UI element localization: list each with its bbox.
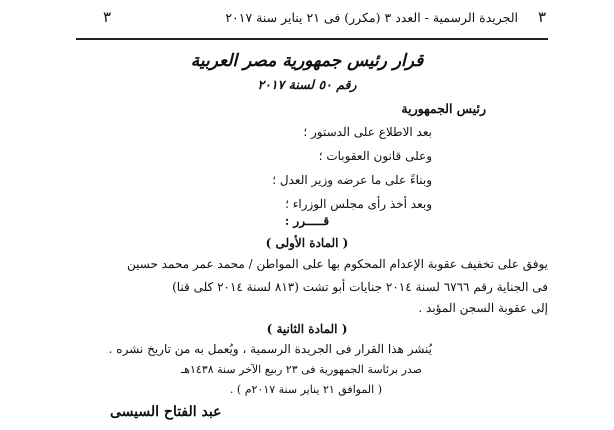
- preamble-line-1: بعد الاطلاع على الدستور ؛: [303, 125, 432, 139]
- issued-gregorian-line: ( الموافق ٢١ يناير سنة ٢٠١٧م ) .: [229, 383, 382, 396]
- preamble-line-2: وعلى قانون العقوبات ؛: [318, 149, 432, 163]
- decided-label: قـــــرر :: [284, 214, 330, 228]
- preamble-line-3: وبناءً على ما عرضه وزير العدل ؛: [272, 173, 432, 187]
- signature: عبد الفتاح السيسى: [110, 404, 222, 420]
- article-1-line-2: فى الجناية رقم ٦٧٦٦ لسنة ٢٠١٤ جنايات أبو تشت (٨١٣ لسنة ٢٠١٤ كلى قنا): [172, 280, 548, 294]
- page-number-right: ٣: [537, 8, 546, 26]
- article-1-line-1: يوفق على تخفيف عقوبة الإعدام المحكوم بها على المواطن / محمد عمر محمد حسين: [126, 257, 548, 271]
- article-2-heading: ( المادة الثانية ): [266, 322, 348, 336]
- header-rule: [76, 38, 548, 40]
- decree-number: رقم ٥٠ لسنة ٢٠١٧: [257, 77, 357, 92]
- issuer-heading: رئيس الجمهورية: [401, 101, 486, 116]
- issued-line: صدر برئاسة الجمهورية فى ٢٣ ربيع الآخر سنة ١٤٣٨هـ: [180, 363, 422, 376]
- running-head-title: الجريدة الرسمية - العدد ٣ (مكرر) فى ٢١ يناير سنة ٢٠١٧: [225, 10, 518, 25]
- page-number-left: ٣: [103, 8, 112, 26]
- preamble-line-4: وبعد أخذ رأى مجلس الوزراء ؛: [285, 197, 432, 211]
- article-1-heading: ( المادة الأولى ): [265, 236, 349, 250]
- article-1-line-3: إلى عقوبة السجن المؤبد .: [418, 301, 548, 315]
- decree-title: قرار رئيس جمهورية مصر العربية: [190, 51, 424, 71]
- article-2-text: يُنشر هذا القرار فى الجريدة الرسمية ، ويُعمل به من تاريخ نشره .: [108, 342, 432, 356]
